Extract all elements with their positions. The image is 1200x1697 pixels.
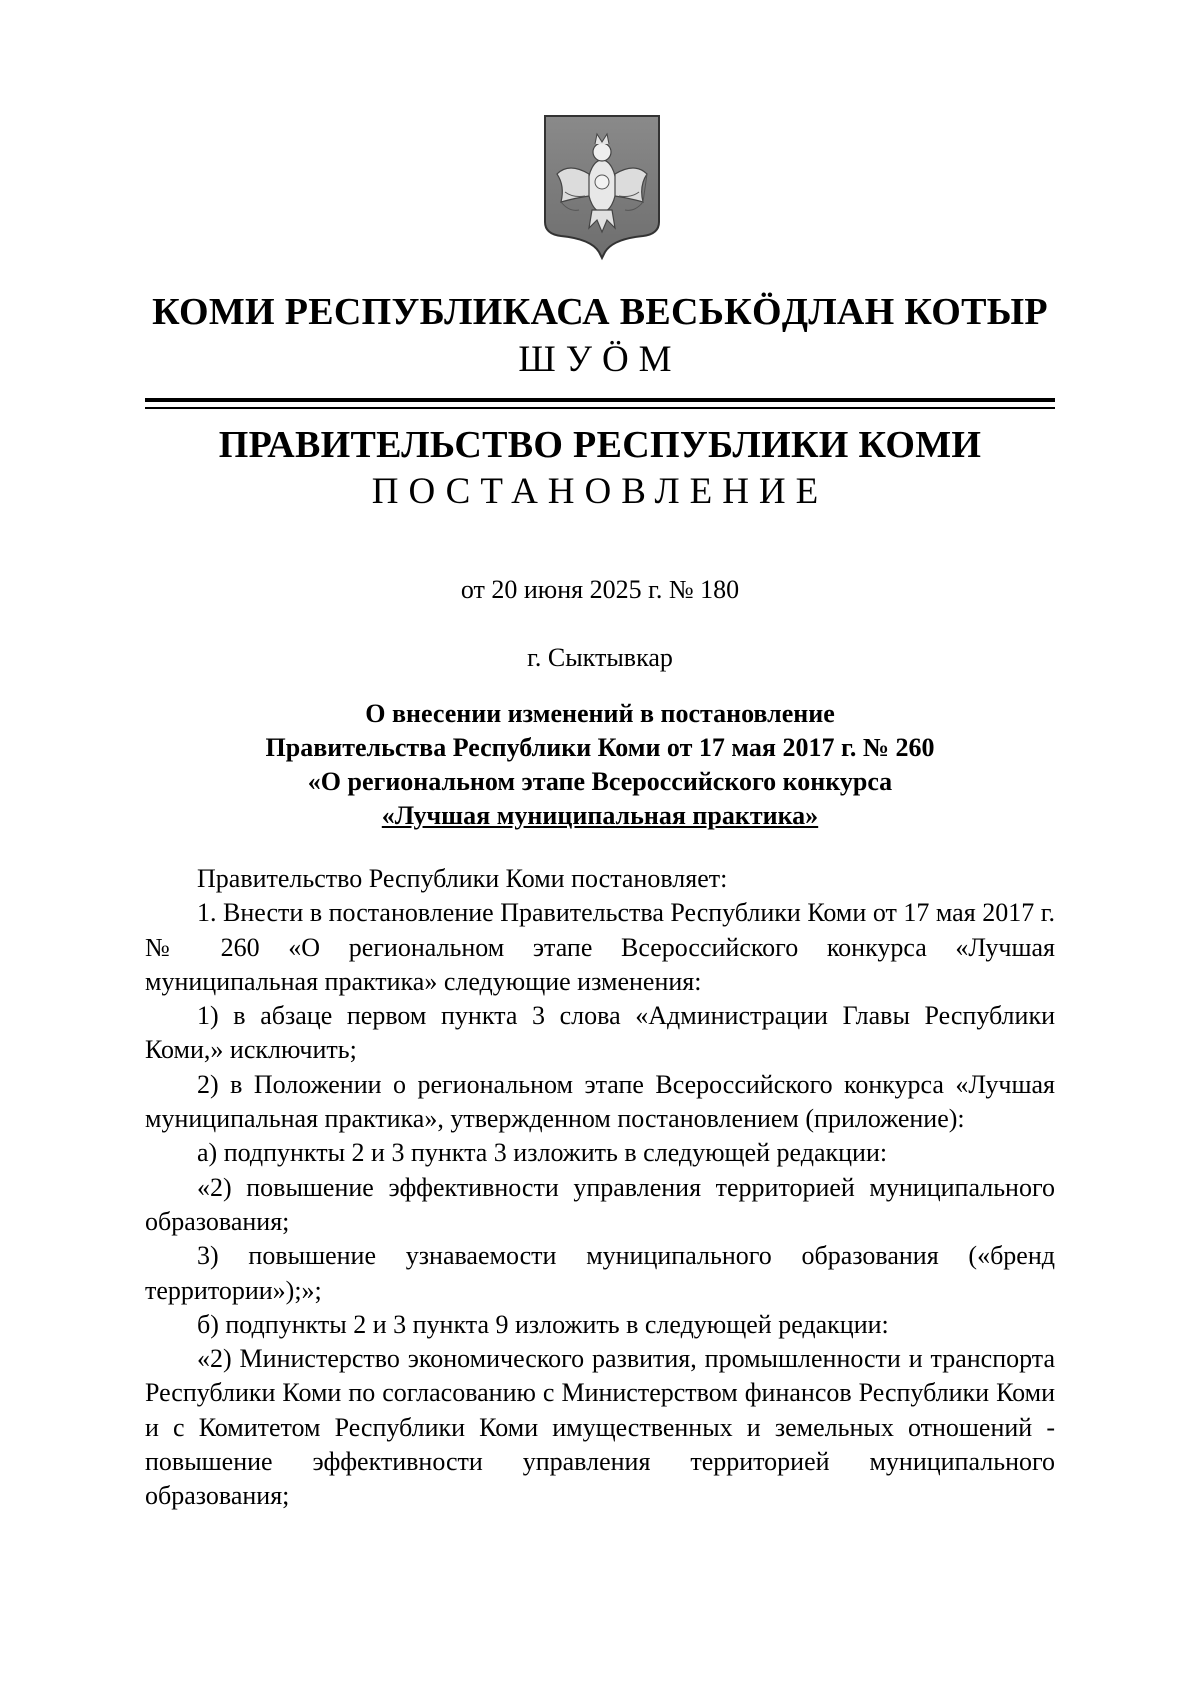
header-divider-thin <box>145 407 1055 409</box>
body-paragraph: 1) в абзаце первом пункта 3 слова «Администрации Главы Республики Коми,» исключить; <box>145 1001 1055 1065</box>
decree-word: ПОСТАНОВЛЕНИЕ <box>371 471 829 512</box>
decree-body <box>145 862 1055 1514</box>
decree-title-line: «Лучшая муниципальная практика» <box>381 801 819 830</box>
decree-title-line: Правительства Республики Коми от 17 мая 2017 г. № 260 <box>265 733 935 762</box>
body-paragraph: «2) повышение эффективности управления территорией муниципального образования; <box>145 1172 1055 1236</box>
body-paragraph: б) подпункты 2 и 3 пункта 9 изложить в следующей редакции: <box>197 1309 889 1339</box>
komi-coat-of-arms-icon <box>539 112 665 262</box>
body-paragraph: «2) Министерство экономического развития, промышленности и транспорта Республики Коми по согласованию с Министерством финансов Республики Коми и с Комитетом Республики Коми имущественных и земельных отношений - повышение эффективности управления территорией муниципального образования; <box>145 1344 1055 1511</box>
komi-decree-word: ШУӦМ <box>518 339 682 380</box>
header-divider-thick <box>145 398 1055 402</box>
decree-city: г. Сыктывкар <box>527 643 673 672</box>
body-paragraph: Правительство Республики Коми постановляет: <box>197 864 728 893</box>
decree-title-line: «О региональном этапе Всероссийского конкурса <box>307 767 893 796</box>
decree-date-number: от 20 июня 2025 г. № 180 <box>460 575 740 604</box>
decree-title-line: О внесении изменений в постановление <box>365 699 835 728</box>
komi-authority-title: КОМИ РЕСПУБЛИКАСА ВЕСЬКӦДЛАН КОТЫР <box>152 291 1048 333</box>
body-paragraph: 3) повышение узнаваемости муниципального образования («бренд территории»);»; <box>145 1241 1055 1305</box>
body-paragraph: а) подпункты 2 и 3 пункта 3 изложить в следующей редакции: <box>197 1138 888 1168</box>
government-title: ПРАВИТЕЛЬСТВО РЕСПУБЛИКИ КОМИ <box>218 424 982 466</box>
body-paragraph: 2) в Положении о региональном этапе Всероссийского конкурса «Лучшая муниципальная практика», утвержденном постановлением (приложение): <box>145 1069 1055 1134</box>
body-paragraph: 1. Внести в постановление Правительства Республики Коми от 17 мая 2017 г. № 260 «О региональном этапе Всероссийского конкурса «Лучшая муниципальная практика» следующие изменения: <box>145 898 1055 996</box>
decree-title <box>0 697 1200 833</box>
